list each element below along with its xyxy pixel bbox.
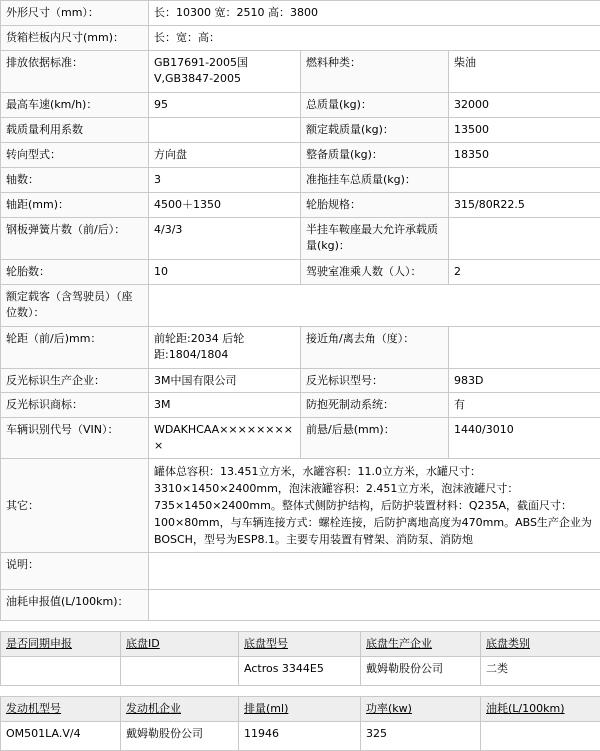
- table-row-fuel: [1, 590, 600, 621]
- spec-value: 18350: [449, 142, 600, 167]
- spec-value: 95: [149, 92, 301, 117]
- engine-header-cell: 排量(ml): [239, 697, 361, 722]
- table-row: [1, 117, 600, 142]
- chassis-data-row: [1, 657, 600, 686]
- spec-label: 轮胎数：: [1, 259, 149, 284]
- table-row: [1, 418, 600, 459]
- spec-label: 接近角/离去角（度）：: [301, 326, 449, 368]
- spec-label: 半挂车鞍座最大允许承载质量(kg)：: [301, 217, 449, 259]
- spec-value: 3M: [149, 393, 301, 418]
- table-row: [1, 92, 600, 117]
- spec-label: 轴数：: [1, 167, 149, 192]
- spec-value: 2: [449, 259, 600, 284]
- engine-header-cell: 油耗(L/100km): [481, 697, 600, 722]
- spec-label: 车辆识别代号（VIN）：: [1, 418, 149, 459]
- spec-value: 10: [149, 259, 301, 284]
- table-row: [1, 259, 600, 284]
- spec-label: 额定载客（含驾驶员）（座位数）：: [1, 284, 149, 326]
- spec-value: 长：10300 宽：2510 高：3800: [149, 1, 600, 26]
- engine-header-cell: 功率(kw): [361, 697, 481, 722]
- spec-value: 长：宽：高：: [149, 25, 600, 50]
- table-row-other: [1, 459, 600, 553]
- spec-value: 有: [449, 393, 600, 418]
- spec-label: 反光标识型号：: [301, 368, 449, 393]
- table-row: [1, 326, 600, 368]
- table-row: [1, 217, 600, 259]
- spec-value: [449, 217, 600, 259]
- note-value: [149, 553, 600, 590]
- chassis-cell: Actros 3344E5: [239, 657, 361, 686]
- spec-value: [149, 117, 301, 142]
- engine-cell: 戴姆勒股份公司: [121, 722, 239, 751]
- spec-value: 4/3/3: [149, 217, 301, 259]
- spec-label: 额定载质量(kg)：: [301, 117, 449, 142]
- spec-value: 315/80R22.5: [449, 192, 600, 217]
- engine-header-cell: 发动机型号: [1, 697, 121, 722]
- table-row-note: [1, 553, 600, 590]
- chassis-cell: [1, 657, 121, 686]
- spec-label: 燃料种类：: [301, 50, 449, 92]
- spec-label: 货箱栏板内尺寸(mm)：: [1, 25, 149, 50]
- table-row: [1, 393, 600, 418]
- spec-value: WDAKHCAA×××××××××: [149, 418, 301, 459]
- chassis-cell: [121, 657, 239, 686]
- spec-label: 整备质量(kg)：: [301, 142, 449, 167]
- chassis-header-cell: 是否同期申报: [1, 632, 121, 657]
- other-value: 罐体总容积：13.451立方米，水罐容积：11.0立方米，水罐尺寸：3310×1450×2400mm，泡沫液罐容积：2.451立方米，泡沫液罐尺寸：735×1450×2400mm。整体式侧防护结构，后防护装置材料：Q235A，截面尺寸：100×80mm，与车辆连接方式：螺栓连接，后防护离地高度为470mm。ABS生产企业为BOSCH，型号为ESP8.1。主要专用装置有臂架、消防泵、消防炮: [149, 459, 600, 553]
- table-row: [1, 368, 600, 393]
- other-label: 其它：: [1, 459, 149, 553]
- spec-label: 钢板弹簧片数（前/后）：: [1, 217, 149, 259]
- spec-value: 3: [149, 167, 301, 192]
- spec-value: 方向盘: [149, 142, 301, 167]
- spec-label: 轮距（前/后)mm：: [1, 326, 149, 368]
- spec-value: 柴油: [449, 50, 600, 92]
- table-row: [1, 50, 600, 92]
- engine-data-row: [1, 722, 600, 751]
- spec-label: 反光标识生产企业：: [1, 368, 149, 393]
- fuel-value: [149, 590, 600, 621]
- fuel-label: 油耗申报值(L/100km)：: [1, 590, 149, 621]
- table-row: [1, 192, 600, 217]
- spec-label: 排放依据标准：: [1, 50, 149, 92]
- section-gap: [0, 621, 600, 631]
- note-label: 说明：: [1, 553, 149, 590]
- spec-label: 转向型式：: [1, 142, 149, 167]
- spec-value: [449, 167, 600, 192]
- spec-value: [449, 326, 600, 368]
- spec-label: 轴距(mm)：: [1, 192, 149, 217]
- spec-value: 983D: [449, 368, 600, 393]
- table-row: [1, 284, 600, 326]
- chassis-cell: 戴姆勒股份公司: [361, 657, 481, 686]
- table-row: [1, 167, 600, 192]
- section-gap-2: [0, 686, 600, 696]
- spec-label: 驾驶室准乘人数（人）：: [301, 259, 449, 284]
- spec-label: 外形尺寸（mm）：: [1, 1, 149, 26]
- spec-value: 13500: [449, 117, 600, 142]
- chassis-header-cell: 底盘型号: [239, 632, 361, 657]
- table-row: [1, 25, 600, 50]
- spec-value: GB17691-2005国Ⅴ,GB3847-2005: [149, 50, 301, 92]
- spec-label: 前悬/后悬(mm)：: [301, 418, 449, 459]
- engine-table: [0, 696, 600, 751]
- spec-value: 前轮距:2034 后轮距:1804/1804: [149, 326, 301, 368]
- engine-cell: [481, 722, 600, 751]
- chassis-header-cell: 底盘类别: [481, 632, 600, 657]
- spec-label: 反光标识商标：: [1, 393, 149, 418]
- chassis-header-cell: 底盘ID: [121, 632, 239, 657]
- table-row: [1, 142, 600, 167]
- spec-value: 4500＋1350: [149, 192, 301, 217]
- chassis-header-row: [1, 632, 600, 657]
- chassis-cell: 二类: [481, 657, 600, 686]
- spec-value: [149, 284, 600, 326]
- engine-header-cell: 发动机企业: [121, 697, 239, 722]
- spec-label: 轮胎规格：: [301, 192, 449, 217]
- spec-label: 准拖挂车总质量(kg)：: [301, 167, 449, 192]
- spec-label: 载质量利用系数: [1, 117, 149, 142]
- engine-cell: 325: [361, 722, 481, 751]
- spec-value: 1440/3010: [449, 418, 600, 459]
- chassis-table: [0, 631, 600, 686]
- engine-header-row: [1, 697, 600, 722]
- table-row: [1, 1, 600, 26]
- spec-label: 总质量(kg)：: [301, 92, 449, 117]
- chassis-header-cell: 底盘生产企业: [361, 632, 481, 657]
- spec-label: 防抱死制动系统：: [301, 393, 449, 418]
- spec-label: 最高车速(km/h)：: [1, 92, 149, 117]
- spec-value: 32000: [449, 92, 600, 117]
- engine-cell: 11946: [239, 722, 361, 751]
- spec-value: 3M中国有限公司: [149, 368, 301, 393]
- engine-cell: OM501LA.V/4: [1, 722, 121, 751]
